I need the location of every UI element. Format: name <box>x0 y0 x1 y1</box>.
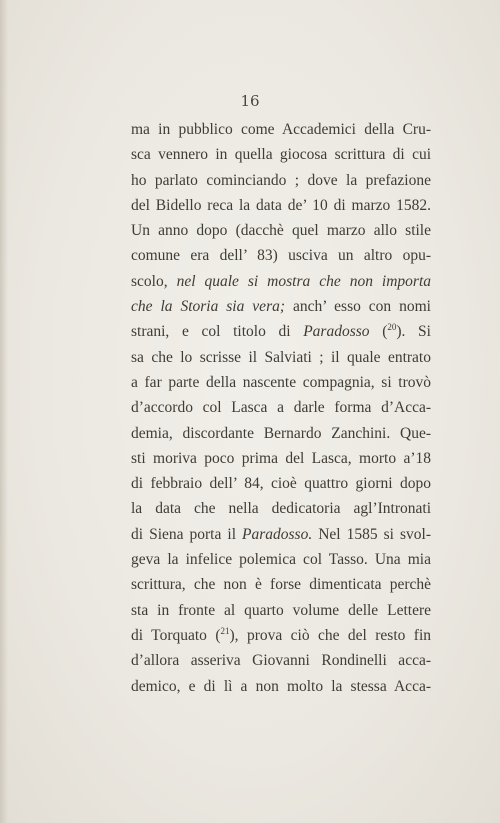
page-number: 16 <box>240 92 260 110</box>
text-line: demico, e di lì a non molto la stessa Acca- <box>131 677 431 695</box>
text-line: d’accordo col Lasca a darle forma d’Acca- <box>131 399 431 417</box>
text-line: di febbraio dell’ 84, cioè quattro giorni dopo <box>131 475 431 493</box>
text-line: Un anno dopo (dacchè quel marzo allo stile <box>131 222 431 240</box>
text-line: del Bidello reca la data de’ 10 di marzo 1582. <box>131 196 431 214</box>
text-line: comune era dell’ 83) usciva un altro opu- <box>131 247 431 265</box>
text-line: sca vennero in quella giocosa scrittura di cui <box>131 146 431 164</box>
text-line: sti moriva poco prima del Lasca, morto a’18 <box>131 449 431 467</box>
text-line: sa che lo scrisse il Salviati ; il quale entrato <box>131 348 431 366</box>
italic-title: Paradosso <box>303 323 370 341</box>
text-line: scolo, nel quale si mostra che non importa <box>131 272 431 290</box>
text-line: di Torquato ($^{21}$), prova ciò che del resto fin <box>131 625 432 644</box>
text-line: sta in fronte al quarto volume delle Lettere <box>131 601 431 619</box>
text-line: demia, discordante Bernardo Zanchini. Que- <box>131 424 431 442</box>
body-text <box>131 117 431 699</box>
italic-title: nel quale si mostra che non importa <box>176 272 431 290</box>
text-line: scrittura, che non è forse dimenticata perchè <box>131 576 431 594</box>
text-line: che la Storia sia vera; anch’ esso con nomi <box>131 298 431 316</box>
italic-title: che la Storia sia vera; <box>131 298 286 316</box>
text-line: ma in pubblico come Accademici della Cru- <box>131 121 431 138</box>
text-line: la data che nella dedicatoria agl’Intronati <box>131 500 431 518</box>
footnote-ref: 21 <box>220 625 230 636</box>
text-line: strani, e col titolo di Paradosso ($^{20}$). Si <box>131 322 431 341</box>
text-line: di Siena porta il Paradosso. Nel 1585 si svol- <box>131 525 431 543</box>
italic-title: Paradosso. <box>242 525 313 543</box>
footnote-ref: 20 <box>387 322 397 333</box>
text-line: a far parte della nascente compagnia, si trovò <box>131 373 431 391</box>
text-line: d’allora asseriva Giovanni Rondinelli acca- <box>131 652 431 670</box>
text-line: geva la infelice polemica col Tasso. Una mia <box>131 551 431 569</box>
page-edge-shadow <box>0 0 8 823</box>
text-line: ho parlato cominciando ; dove la prefazione <box>131 171 431 189</box>
